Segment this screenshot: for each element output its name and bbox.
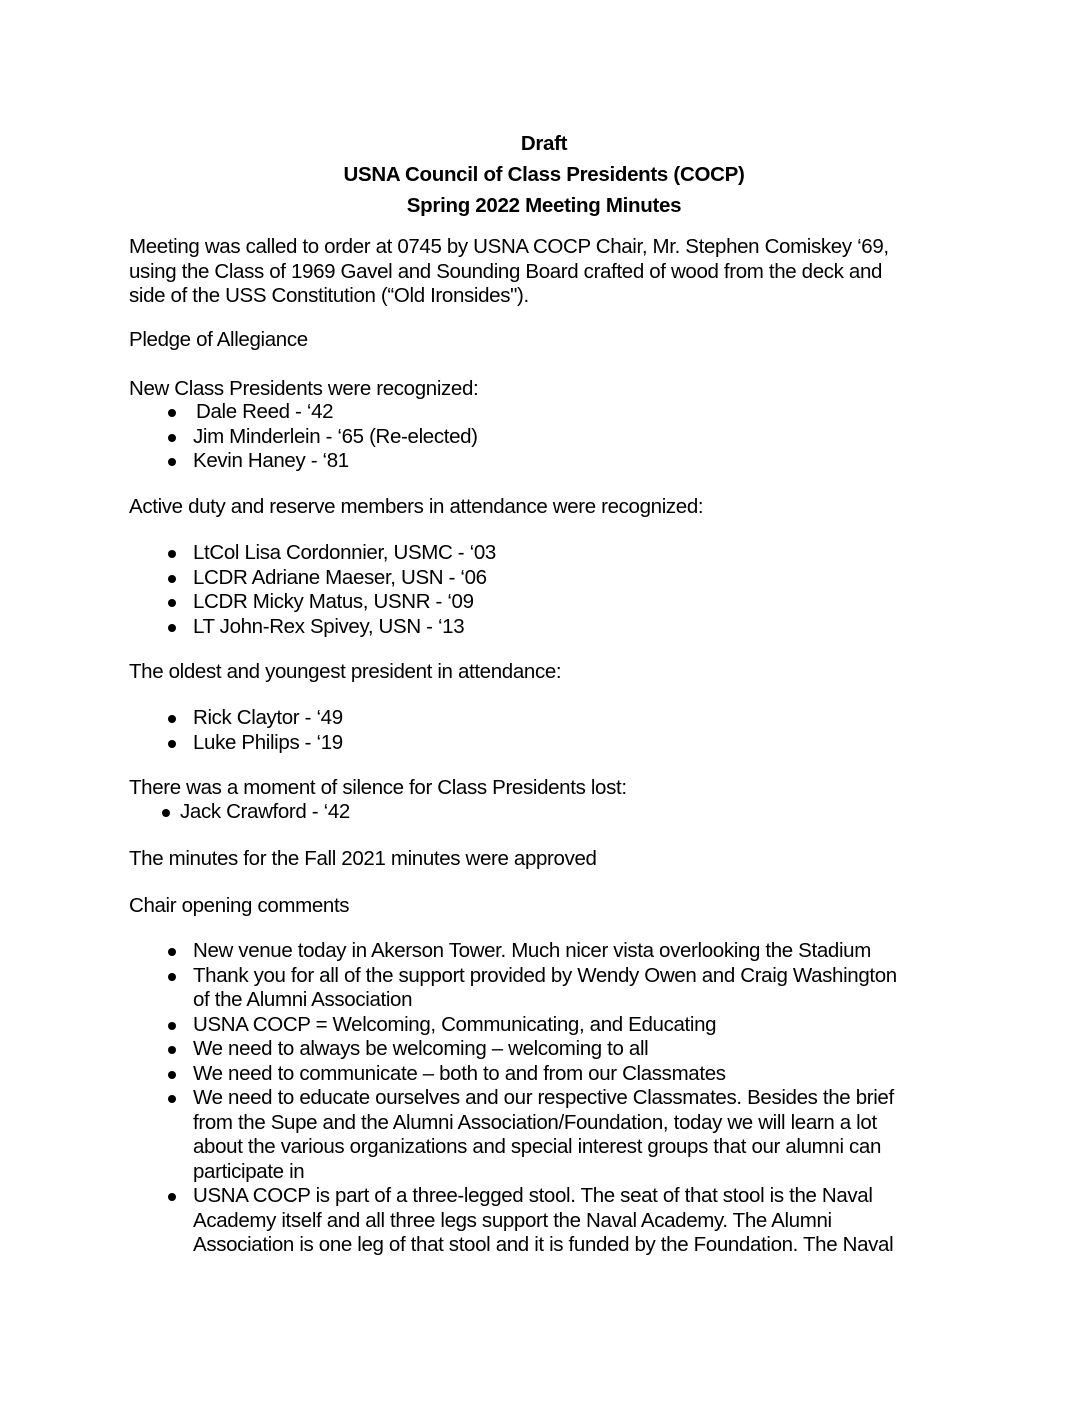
bullet-icon bbox=[162, 809, 170, 817]
bullet-icon bbox=[168, 1193, 176, 1201]
bullet-icon bbox=[168, 458, 176, 466]
list-item: LT John-Rex Spivey, USN - ‘13 bbox=[168, 615, 496, 640]
bullet-icon bbox=[168, 575, 176, 583]
title-meeting: Spring 2022 Meeting Minutes bbox=[406, 194, 682, 217]
active-duty-heading: Active duty and reserve members in attendance were recognized: bbox=[129, 495, 704, 518]
intro-line: Meeting was called to order at 0745 by USNA COCP Chair, Mr. Stephen Comiskey ‘69, bbox=[129, 235, 889, 258]
oldest-youngest-list bbox=[168, 706, 343, 755]
document-title bbox=[0, 128, 1088, 221]
chair-comments-list bbox=[168, 939, 897, 1258]
bullet-icon bbox=[168, 973, 176, 981]
bullet-icon bbox=[168, 1071, 176, 1079]
silence-heading: There was a moment of silence for Class Presidents lost: bbox=[129, 776, 627, 799]
bullet-icon bbox=[168, 1022, 176, 1030]
list-item: We need to educate ourselves and our respective Classmates. Besides the brief from the Supe and the Alumni Association/Foundation, today we will learn a lot about the various organizations and special interest groups that our alumni can participate in bbox=[168, 1086, 897, 1184]
bullet-icon bbox=[168, 624, 176, 632]
list-item: Jim Minderlein - ‘65 (Re-elected) bbox=[168, 425, 478, 450]
new-presidents-list bbox=[168, 400, 478, 474]
list-item: Dale Reed - ‘42 bbox=[168, 400, 478, 425]
chair-comments-heading: Chair opening comments bbox=[129, 894, 350, 917]
bullet-icon bbox=[168, 550, 176, 558]
bullet-icon bbox=[168, 1095, 176, 1103]
bullet-icon bbox=[168, 715, 176, 723]
intro-line: side of the USS Constitution (“Old Ironsides"). bbox=[129, 284, 529, 307]
list-item: USNA COCP is part of a three-legged stool. The seat of that stool is the Naval Academy itself and all three legs support the Naval Academy. The Alumni Association is one leg of that stool and it is funded by the Foundation. The Naval bbox=[168, 1184, 897, 1258]
pledge-text: Pledge of Allegiance bbox=[129, 328, 308, 351]
oldest-youngest-heading: The oldest and youngest president in attendance: bbox=[129, 660, 562, 683]
list-item: Kevin Haney - ‘81 bbox=[168, 449, 478, 474]
list-item: USNA COCP = Welcoming, Communicating, and Educating bbox=[168, 1013, 897, 1038]
silence-list bbox=[162, 800, 350, 825]
list-item: LtCol Lisa Cordonnier, USMC - ‘03 bbox=[168, 541, 496, 566]
bullet-icon bbox=[168, 599, 176, 607]
title-draft: Draft bbox=[520, 132, 568, 155]
intro-line: using the Class of 1969 Gavel and Sounding Board crafted of wood from the deck and bbox=[129, 259, 883, 283]
list-item: We need to communicate – both to and from our Classmates bbox=[168, 1062, 897, 1087]
new-presidents-heading: New Class Presidents were recognized: bbox=[129, 377, 479, 400]
bullet-icon bbox=[168, 740, 176, 748]
list-item: LCDR Micky Matus, USNR - ‘09 bbox=[168, 590, 496, 615]
bullet-icon bbox=[168, 948, 176, 956]
bullet-icon bbox=[168, 1046, 176, 1054]
bullet-icon bbox=[168, 409, 176, 417]
list-item: We need to always be welcoming – welcoming to all bbox=[168, 1037, 897, 1062]
intro-paragraph bbox=[129, 235, 889, 309]
list-item: Rick Claytor - ‘49 bbox=[168, 706, 343, 731]
list-item: LCDR Adriane Maeser, USN - ‘06 bbox=[168, 566, 496, 591]
list-item: Thank you for all of the support provided by Wendy Owen and Craig Washington of the Alumni Association bbox=[168, 964, 897, 1013]
minutes-approved-text: The minutes for the Fall 2021 minutes were approved bbox=[129, 847, 597, 870]
list-item: New venue today in Akerson Tower. Much nicer vista overlooking the Stadium bbox=[168, 939, 897, 964]
bullet-icon bbox=[168, 434, 176, 442]
title-organization: USNA Council of Class Presidents (COCP) bbox=[343, 163, 745, 186]
list-item: Luke Philips - ‘19 bbox=[168, 731, 343, 756]
active-duty-list bbox=[168, 541, 496, 639]
list-item: Jack Crawford - ‘42 bbox=[162, 800, 350, 825]
